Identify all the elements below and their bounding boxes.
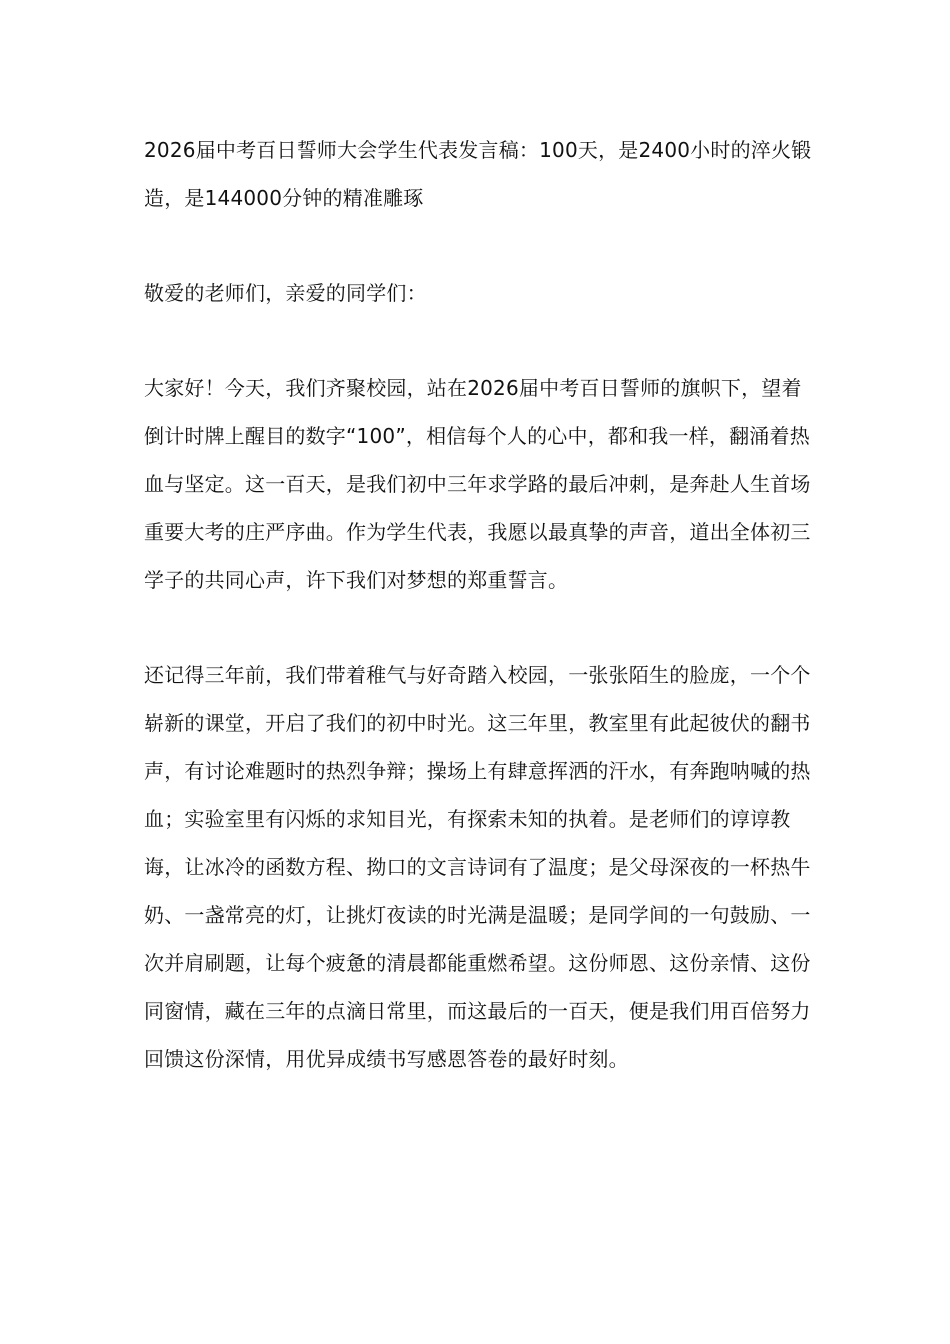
paragraph-memories: 还记得三年前，我们带着稚气与好奇踏入校园，一张张陌生的脸庞，一个个崭新的课堂，开启了我们的初中时光。这三年里，教室里有此起彼伏的翻书声，有讨论难题时的热烈争辩；操场上有肆意挥洒的汗水，有奔跑呐喊的热血；实验室里有闪烁的求知目光，有探索未知的执着。是老师们的谆谆教诲，让冰冷的函数方程、拗口的文言诗词有了温度；是父母深夜的一杯热牛奶、一盏常亮的灯，让挑灯夜读的时光满是温暖；是同学间的一句鼓励、一次并肩刷题，让每个疲惫的清晨都能重燃希望。这份师恩、这份亲情、这份同窗情，藏在三年的点滴日常里，而这最后的一百天，便是我们用百倍努力回馈这份深情，用优异成绩书写感恩答卷的最好时刻。 [144, 663, 811, 1071]
salutation: 敬爱的老师们，亲爱的同学们： [144, 281, 427, 305]
paragraph-greeting: 大家好！今天，我们齐聚校园，站在2026届中考百日誓师的旗帜下，望着倒计时牌上醒目的数字“100”，相信每个人的心中，都和我一样，翻涌着热血与坚定。这一百天，是我们初中三年求学路的最后冲刺，是奔赴人生首场重要大考的庄严序曲。作为学生代表，我愿以最真挚的声音，道出全体初三学子的共同心声，许下我们对梦想的郑重誓言。 [144, 376, 811, 592]
paragraph-spacer [144, 222, 820, 269]
paragraph-spacer [144, 317, 820, 364]
document-title: 2026届中考百日誓师大会学生代表发言稿：100天，是2400小时的淬火锻造，是144000分钟的精准雕琢 [144, 138, 812, 210]
document-body [144, 126, 820, 1083]
paragraph-spacer [144, 604, 820, 651]
